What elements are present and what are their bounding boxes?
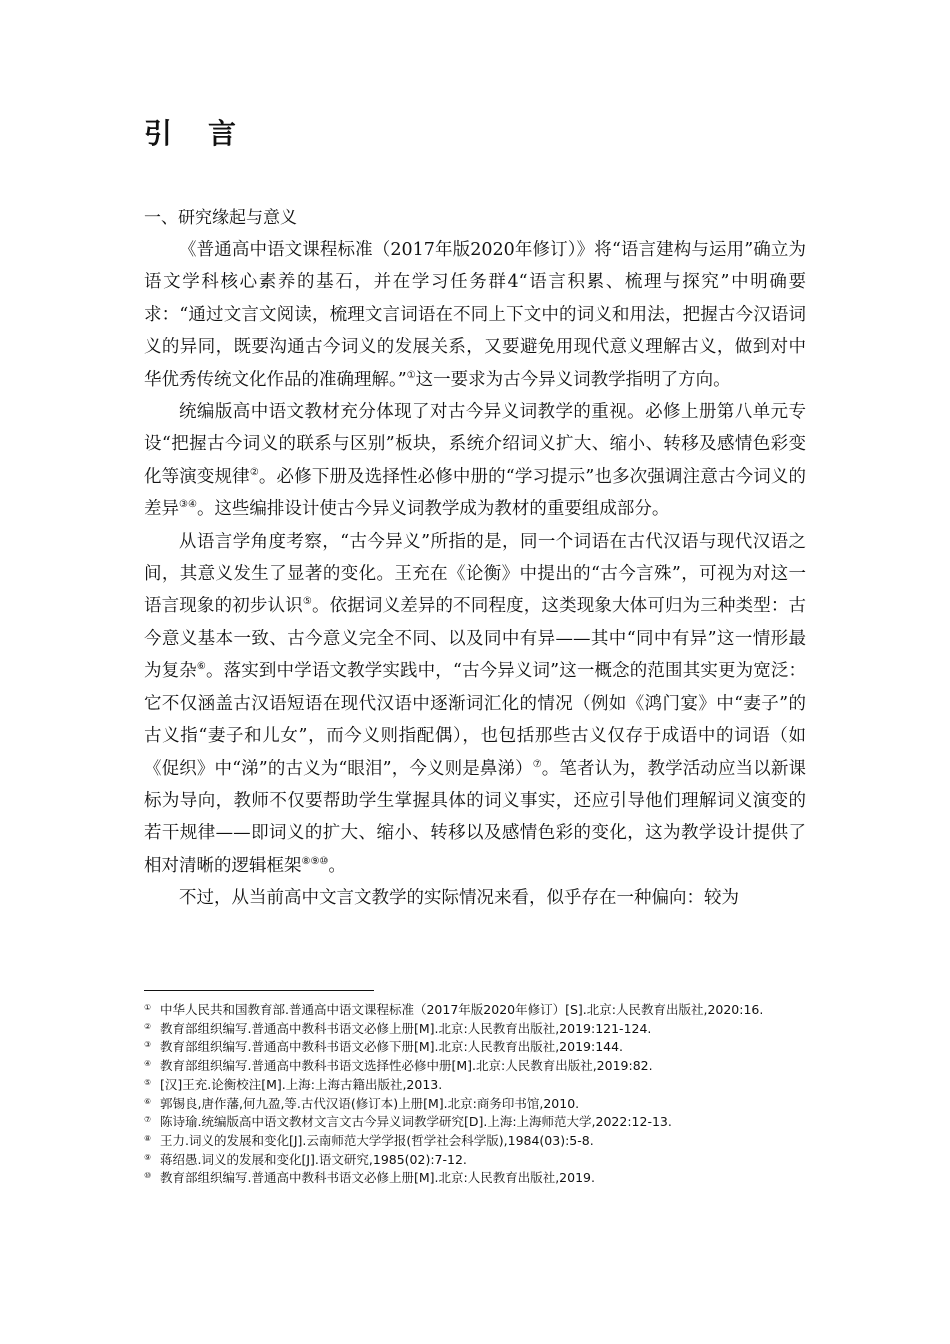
footnote-text: 教育部组织编写.普通高中教科书语文选择性必修中册[M].北京:人民教育出版社,2019:82.	[160, 1058, 653, 1074]
footnote-text: 中华人民共和国教育部.普通高中语文课程标准（2017年版2020年修订）[S].北京:人民教育出版社,2020:16.	[160, 1002, 764, 1017]
paragraph-text: 。依据词义差异的不同程度，这类现象大体可归为三种类型：古今意义基本一致、古今意义完全不同、以及同中有异——其中“同中有异”这一情形最为复杂	[144, 596, 807, 682]
body-paragraph	[144, 526, 806, 882]
paragraph-text: 。这些编排设计使古今异义词教学成为教材的重要组成部分。	[196, 499, 670, 520]
footnote-item	[144, 1057, 784, 1076]
paragraph-text: 从语言学角度考察，“古今异义”所指的是，同一个词语在古代汉语与现代汉语之间，其意义发生了显著的变化。王充在《论衡》中提出的“古今言殊”，可视为对这一语言现象的初步认识	[144, 531, 806, 617]
footnote-item	[144, 1038, 784, 1057]
footnote-item	[144, 1169, 784, 1188]
footnote-item	[144, 1095, 784, 1114]
footnote-text: 教育部组织编写.普通高中教科书语文必修下册[M].北京:人民教育出版社,2019:144.	[160, 1039, 624, 1055]
footnote-text: 教育部组织编写.普通高中教科书语文必修上册[M].北京:人民教育出版社,2019:121-124.	[160, 1020, 652, 1036]
body-paragraph	[144, 396, 806, 526]
footnote-reference[interactable]: ③④	[179, 499, 197, 511]
footnote-reference[interactable]: ①	[406, 369, 416, 381]
footnote-mark: ③	[144, 1040, 152, 1050]
footnote-mark: ⑧	[144, 1133, 152, 1143]
paragraph-text: 。必修下册及选择性必修中册的“学习提示”也多次强调注意古今词义的差异	[144, 466, 806, 520]
footnote-mark: ⑥	[144, 1096, 152, 1106]
footnote-item	[144, 1076, 784, 1095]
paragraph-text: 这一要求为古今异义词教学指明了方向。	[415, 369, 731, 390]
footnote-mark: ⑦	[144, 1115, 152, 1125]
footnote-mark: ④	[144, 1059, 152, 1069]
footnote-text: 陈诗瑜.统编版高中语文教材文言文古今异义词教学研究[D].上海:上海师范大学,2022:12-13.	[160, 1114, 672, 1130]
paragraph-text: 。	[328, 855, 346, 876]
footnote-reference[interactable]: ⑦	[532, 758, 542, 770]
footnote-mark: ⑤	[144, 1077, 152, 1087]
footnotes-list	[144, 1001, 784, 1188]
footnote-item	[144, 1001, 784, 1020]
footnote-mark: ①	[144, 1003, 152, 1012]
footnote-mark: ⑩	[144, 1171, 152, 1181]
footnote-reference[interactable]: ②	[249, 466, 259, 478]
footnote-reference[interactable]: ⑧⑨⑩	[301, 855, 329, 867]
main-body	[144, 110, 806, 915]
page-title: 引 言	[144, 117, 241, 150]
footnote-divider	[144, 990, 374, 991]
footnote-reference[interactable]: ⑤	[302, 596, 312, 608]
body-paragraph	[144, 882, 806, 914]
paragraph-text: 《普通高中语文课程标准（2017年版2020年修订）》将“语言建构与运用”确立为语文学科核心素养的基石，并在学习任务群4“语言积累、梳理与探究”中明确要求：“通过文言文阅读，梳理文言词语在不同上下文中的词义和用法，把握古今汉语词义的异同，既要沟通古今词义的发展关系，又要避免用现代意义理解古义，做到对中华优秀传统文化作品的准确理解。”	[144, 240, 806, 390]
footnote-item	[144, 1151, 784, 1170]
paragraph-text: 。笔者认为，教学活动应当以新课标为导向，教师不仅要帮助学生掌握具体的词义事实，还应引导他们理解词义演变的若干规律——即词义的扩大、缩小、转移以及感情色彩的变化，这为教学设计提供了相对清晰的逻辑框架	[144, 758, 806, 876]
footnote-item	[144, 1113, 784, 1132]
paragraph-text: 统编版高中语文教材充分体现了对古今异义词教学的重视。必修上册第八单元专设“把握古今词义的联系与区别”板块，系统介绍词义扩大、缩小、转移及感情色彩变化等演变规律	[144, 402, 806, 487]
paragraph-text: 不过，从当前高中文言文教学的实际情况来看，似乎存在一种偏向：较为	[179, 888, 739, 909]
footnote-text: [汉]王充.论衡校注[M].上海:上海古籍出版社,2013.	[160, 1076, 443, 1092]
footnote-item	[144, 1132, 784, 1151]
section-heading: 一、研究缘起与意义	[144, 208, 297, 228]
body-paragraph	[144, 234, 806, 396]
footnote-text: 教育部组织编写.普通高中教科书语文必修上册[M].北京:人民教育出版社,2019.	[160, 1170, 595, 1186]
footnote-text: 王力.词义的发展和变化[J].云南师范大学学报(哲学社会科学版),1984(03):5-8.	[160, 1132, 594, 1148]
footnote-mark: ②	[144, 1021, 152, 1031]
footnote-text: 郭锡良,唐作藩,何九盈,等.古代汉语(修订本)上册[M].北京:商务印书馆,2010.	[160, 1095, 580, 1111]
footnote-text: 蒋绍愚.词义的发展和变化[J].语文研究,1985(02):7-12.	[160, 1151, 467, 1167]
footnote-reference[interactable]: ⑥	[196, 661, 207, 673]
paragraph-text: 。落实到中学语文教学实践中，“古今异义词”这一概念的范围其实更为宽泛：它不仅涵盖古汉语短语在现代汉语中逐渐词汇化的情况（例如《鸿门宴》中“妻子”的古义指“妻子和儿女”，而今义则指配偶），也包括那些古义仅存于成语中的词语（如《促织》中“涕”的古义为“眼泪”，今义则是鼻涕）	[144, 661, 807, 779]
footnote-item	[144, 1020, 784, 1039]
body-paragraphs	[144, 234, 806, 915]
footnote-mark: ⑨	[144, 1152, 152, 1162]
